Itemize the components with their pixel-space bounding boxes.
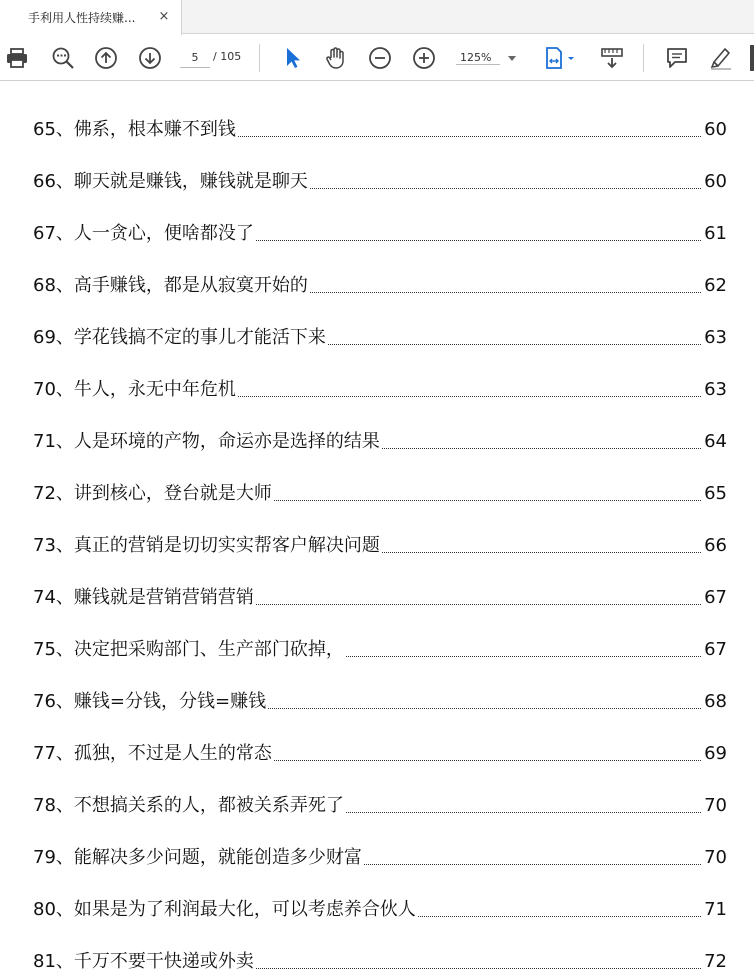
- zoom-in-icon[interactable]: [411, 35, 437, 81]
- toc-entry-page: 68: [704, 691, 727, 712]
- toc-entry-number: 68、: [33, 275, 74, 296]
- toc-entry-title: 佛系，根本赚不到钱: [73, 119, 236, 140]
- toc-entry-page: 64: [704, 431, 727, 452]
- toolbar: [0, 35, 754, 81]
- toc-entry[interactable]: [33, 892, 727, 922]
- toc-entry-page: 72: [704, 951, 727, 972]
- toc-entry-page: 69: [704, 743, 727, 764]
- toc-entry-title: 决定把采购部门、生产部门砍掉，: [73, 639, 344, 660]
- toc-entry[interactable]: [33, 840, 727, 870]
- toc-dot-leader: [238, 136, 701, 137]
- toc-entry-number: 79、: [33, 847, 74, 868]
- toc-dot-leader: [268, 708, 701, 709]
- toc-entry-title: 讲到核心，登台就是大师: [73, 483, 272, 504]
- page-up-icon[interactable]: [93, 35, 119, 81]
- toc-entry[interactable]: [33, 476, 727, 506]
- toc-entry-number: 75、: [33, 639, 74, 660]
- toc-entry-page: 71: [704, 899, 727, 920]
- toc-dot-leader: [274, 760, 701, 761]
- toc-entry-title: 学花钱搞不定的事儿才能活下来: [73, 327, 326, 348]
- highlight-pen-icon[interactable]: [707, 35, 735, 81]
- toc-dot-leader: [256, 604, 701, 605]
- overflow-indicator: [750, 45, 754, 71]
- zoom-value: 125%: [456, 51, 500, 65]
- toc-entry-page: 60: [704, 171, 727, 192]
- toc-entry-number: 81、: [33, 951, 74, 972]
- toc-entry-page: 67: [704, 587, 727, 608]
- toc-entry-title: 如果是为了利润最大化，可以考虑养合伙人: [73, 899, 416, 920]
- toc-entry-page: 70: [704, 847, 727, 868]
- toolbar-divider: [643, 44, 644, 72]
- toc-entry[interactable]: [33, 580, 727, 610]
- toc-entry[interactable]: [33, 112, 727, 142]
- toc-entry-title: 赚钱=分钱，分钱=赚钱: [73, 691, 267, 712]
- toc-entry[interactable]: [33, 216, 727, 246]
- toolbar-divider: [259, 44, 260, 72]
- toc-dot-leader: [274, 500, 701, 501]
- toc-entry-title: 人一贪心，便啥都没了: [73, 223, 254, 244]
- page-total: / 105: [213, 50, 242, 63]
- toc-entry-title: 赚钱就是营销营销营销: [73, 587, 254, 608]
- zoom-marquee-icon[interactable]: [49, 35, 77, 81]
- toc-entry-number: 74、: [33, 587, 74, 608]
- zoom-select[interactable]: [456, 47, 526, 69]
- toc-dot-leader: [328, 344, 701, 345]
- toc-entry-title: 千万不要干快递或外卖: [73, 951, 254, 972]
- toc-entry-title: 聊天就是赚钱，赚钱就是聊天: [73, 171, 308, 192]
- toc-dot-leader: [382, 448, 701, 449]
- toc-entry-page: 66: [704, 535, 727, 556]
- page-number-input[interactable]: [180, 48, 210, 68]
- scroll-mode-icon[interactable]: [598, 35, 626, 81]
- toc-dot-leader: [364, 864, 701, 865]
- toc-entry-number: 70、: [33, 379, 74, 400]
- toc-dot-leader: [346, 812, 701, 813]
- toc-entry-number: 66、: [33, 171, 74, 192]
- toc-entry-title: 不想搞关系的人，都被关系弄死了: [73, 795, 344, 816]
- toc-entry-page: 63: [704, 379, 727, 400]
- toc-entry-page: 65: [704, 483, 727, 504]
- tab-title: 手利用人性持续赚...: [28, 11, 136, 25]
- toc-entry-number: 69、: [33, 327, 74, 348]
- select-arrow-icon[interactable]: [280, 35, 306, 81]
- toc-entry-number: 72、: [33, 483, 74, 504]
- toc-entry-number: 78、: [33, 795, 74, 816]
- document-page: [0, 82, 754, 979]
- comment-icon[interactable]: [664, 35, 690, 81]
- close-icon[interactable]: ×: [158, 9, 170, 24]
- toc-entry-number: 80、: [33, 899, 74, 920]
- toc-entry-page: 61: [704, 223, 727, 244]
- toc-entry[interactable]: [33, 372, 727, 402]
- toc-entry[interactable]: [33, 320, 727, 350]
- toc-entry-number: 76、: [33, 691, 74, 712]
- toc-entry-title: 孤独，不过是人生的常态: [73, 743, 272, 764]
- toc-entry-page: 67: [704, 639, 727, 660]
- toc-entry-number: 77、: [33, 743, 74, 764]
- toc-entry[interactable]: [33, 684, 727, 714]
- toc-entry-page: 63: [704, 327, 727, 348]
- toc-entry-number: 65、: [33, 119, 74, 140]
- chevron-down-icon: [508, 56, 516, 61]
- toc-entry-page: 70: [704, 795, 727, 816]
- toc-dot-leader: [238, 396, 701, 397]
- tab-bar: [0, 0, 754, 34]
- toc-entry[interactable]: [33, 528, 727, 558]
- toc-entry-number: 67、: [33, 223, 74, 244]
- toc-entry-title: 真正的营销是切切实实帮客户解决问题: [73, 535, 380, 556]
- toc-entry-title: 能解决多少问题，就能创造多少财富: [73, 847, 362, 868]
- toc-entry[interactable]: [33, 944, 727, 974]
- toc-entry-number: 71、: [33, 431, 74, 452]
- toc-dot-leader: [310, 188, 701, 189]
- toc-dot-leader: [310, 292, 701, 293]
- toc-entry[interactable]: [33, 632, 727, 662]
- toc-entry-number: 73、: [33, 535, 74, 556]
- toc-entry-page: 60: [704, 119, 727, 140]
- toc-entry[interactable]: [33, 788, 727, 818]
- zoom-out-icon[interactable]: [367, 35, 393, 81]
- toc-dot-leader: [418, 916, 701, 917]
- toc-dot-leader: [382, 552, 701, 553]
- page-down-icon[interactable]: [137, 35, 163, 81]
- print-icon[interactable]: [4, 35, 30, 81]
- toc-entry-title: 人是环境的产物，命运亦是选择的结果: [73, 431, 380, 452]
- toc-entry-title: 高手赚钱，都是从寂寞开始的: [73, 275, 308, 296]
- document-tab[interactable]: [0, 0, 182, 35]
- toc-dot-leader: [346, 656, 701, 657]
- toc-entry[interactable]: [33, 164, 727, 194]
- hand-tool-icon[interactable]: [322, 35, 350, 81]
- toc-entry[interactable]: [33, 736, 727, 766]
- toc-entry-title: 牛人，永无中年危机: [73, 379, 236, 400]
- toc-dot-leader: [256, 968, 701, 969]
- toc-dot-leader: [256, 240, 701, 241]
- toc-entry[interactable]: [33, 268, 727, 298]
- toc-entry[interactable]: [33, 424, 727, 454]
- fit-page-icon[interactable]: [542, 35, 580, 81]
- toc-entry-page: 62: [704, 275, 727, 296]
